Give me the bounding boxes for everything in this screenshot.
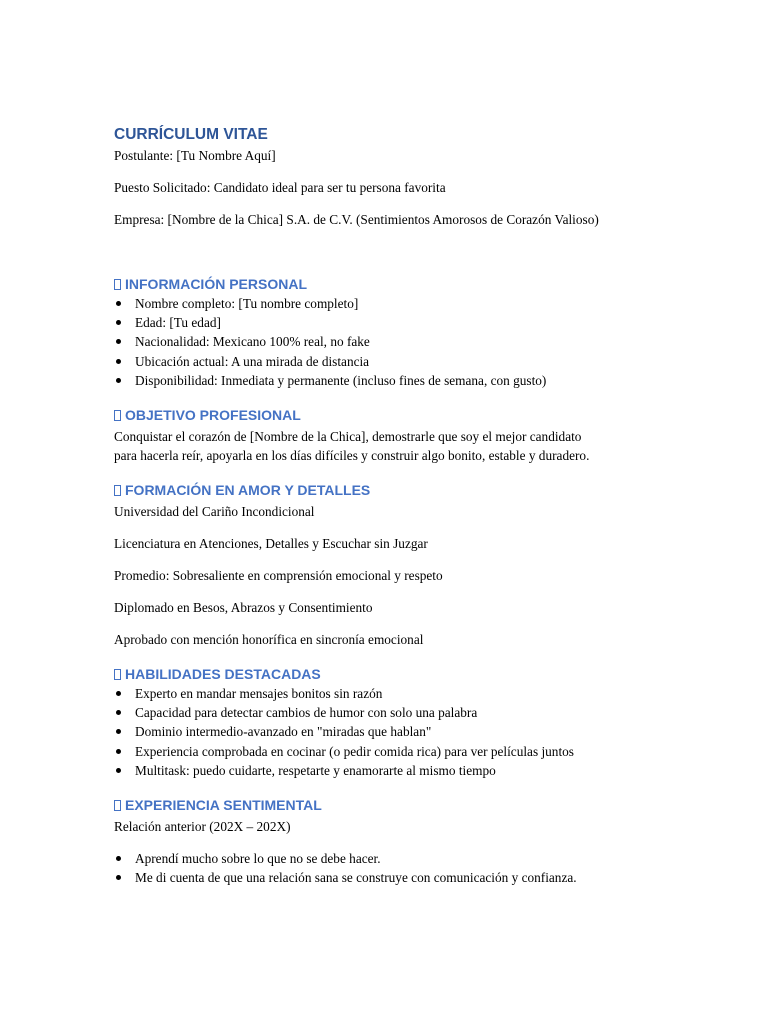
section-heading-skills <box>114 664 674 684</box>
education-line: Promedio: Sobresaliente en comprensión emocional y respeto <box>114 568 443 584</box>
missing-glyph-icon <box>114 485 121 496</box>
section-heading-experience <box>114 795 674 815</box>
section-heading-education-text: FORMACIÓN EN AMOR Y DETALLES <box>125 482 371 499</box>
list-item: Aprendí mucho sobre lo que no se debe hacer. <box>114 849 674 868</box>
document-body <box>114 124 674 887</box>
document-title: CURRÍCULUM VITAE <box>114 126 268 143</box>
missing-glyph-icon <box>114 279 121 290</box>
bullet-icon <box>116 691 121 696</box>
bullet-icon <box>116 339 121 344</box>
list-item: Disponibilidad: Inmediata y permanente (incluso fines de semana, con gusto) <box>114 371 674 390</box>
bullet-icon <box>116 359 121 364</box>
section-heading-education <box>114 480 674 500</box>
personal-list <box>114 294 674 390</box>
objective-line: para hacerla reír, apoyarla en los días difíciles y construir algo bonito, estable y duradero. <box>114 448 590 464</box>
education-line: Licenciatura en Atenciones, Detalles y Escuchar sin Juzgar <box>114 536 428 552</box>
education-line: Diplomado en Besos, Abrazos y Consentimiento <box>114 600 373 616</box>
objective-line: Conquistar el corazón de [Nombre de la Chica], demostrarle que soy el mejor candidato <box>114 429 582 445</box>
list-item: Multitask: puedo cuidarte, respetarte y enamorarte al mismo tiempo <box>114 761 674 780</box>
list-item: Edad: [Tu edad] <box>114 313 674 332</box>
section-heading-skills-text: HABILIDADES DESTACADAS <box>125 666 321 683</box>
intro-position: Puesto Solicitado: Candidato ideal para ser tu persona favorita <box>114 180 446 195</box>
bullet-icon <box>116 856 121 861</box>
bullet-icon <box>116 710 121 715</box>
bullet-icon <box>116 875 121 880</box>
list-item: Dominio intermedio-avanzado en "miradas que hablan" <box>114 722 674 741</box>
bullet-icon <box>116 749 121 754</box>
experience-list <box>114 849 674 887</box>
list-item: Experiencia comprobada en cocinar (o pedir comida rica) para ver películas juntos <box>114 742 674 761</box>
section-heading-experience-text: EXPERIENCIA SENTIMENTAL <box>125 797 322 814</box>
intro-applicant: Postulante: [Tu Nombre Aquí] <box>114 148 276 163</box>
list-item: Experto en mandar mensajes bonitos sin razón <box>114 684 674 703</box>
skills-list <box>114 684 674 780</box>
bullet-icon <box>116 301 121 306</box>
section-heading-personal <box>114 274 674 294</box>
list-item: Capacidad para detectar cambios de humor con solo una palabra <box>114 703 674 722</box>
list-item: Me di cuenta de que una relación sana se construye con comunicación y confianza. <box>114 868 674 887</box>
education-line: Universidad del Cariño Incondicional <box>114 504 315 520</box>
missing-glyph-icon <box>114 669 121 680</box>
list-item: Nacionalidad: Mexicano 100% real, no fake <box>114 332 674 351</box>
list-item: Ubicación actual: A una mirada de distancia <box>114 352 674 371</box>
education-line: Aprobado con mención honorífica en sincronía emocional <box>114 632 424 648</box>
bullet-icon <box>116 729 121 734</box>
list-item: Nombre completo: [Tu nombre completo] <box>114 294 674 313</box>
section-heading-personal-text: INFORMACIÓN PERSONAL <box>125 276 307 292</box>
experience-subtitle: Relación anterior (202X – 202X) <box>114 819 291 835</box>
bullet-icon <box>116 320 121 325</box>
bullet-icon <box>116 378 121 383</box>
bullet-icon <box>116 768 121 773</box>
section-heading-objective-text: OBJETIVO PROFESIONAL <box>125 407 301 424</box>
section-heading-objective <box>114 405 674 425</box>
intro-company: Empresa: [Nombre de la Chica] S.A. de C.V. (Sentimientos Amorosos de Corazón Valioso) <box>114 212 599 227</box>
missing-glyph-icon <box>114 410 121 421</box>
missing-glyph-icon <box>114 800 121 811</box>
